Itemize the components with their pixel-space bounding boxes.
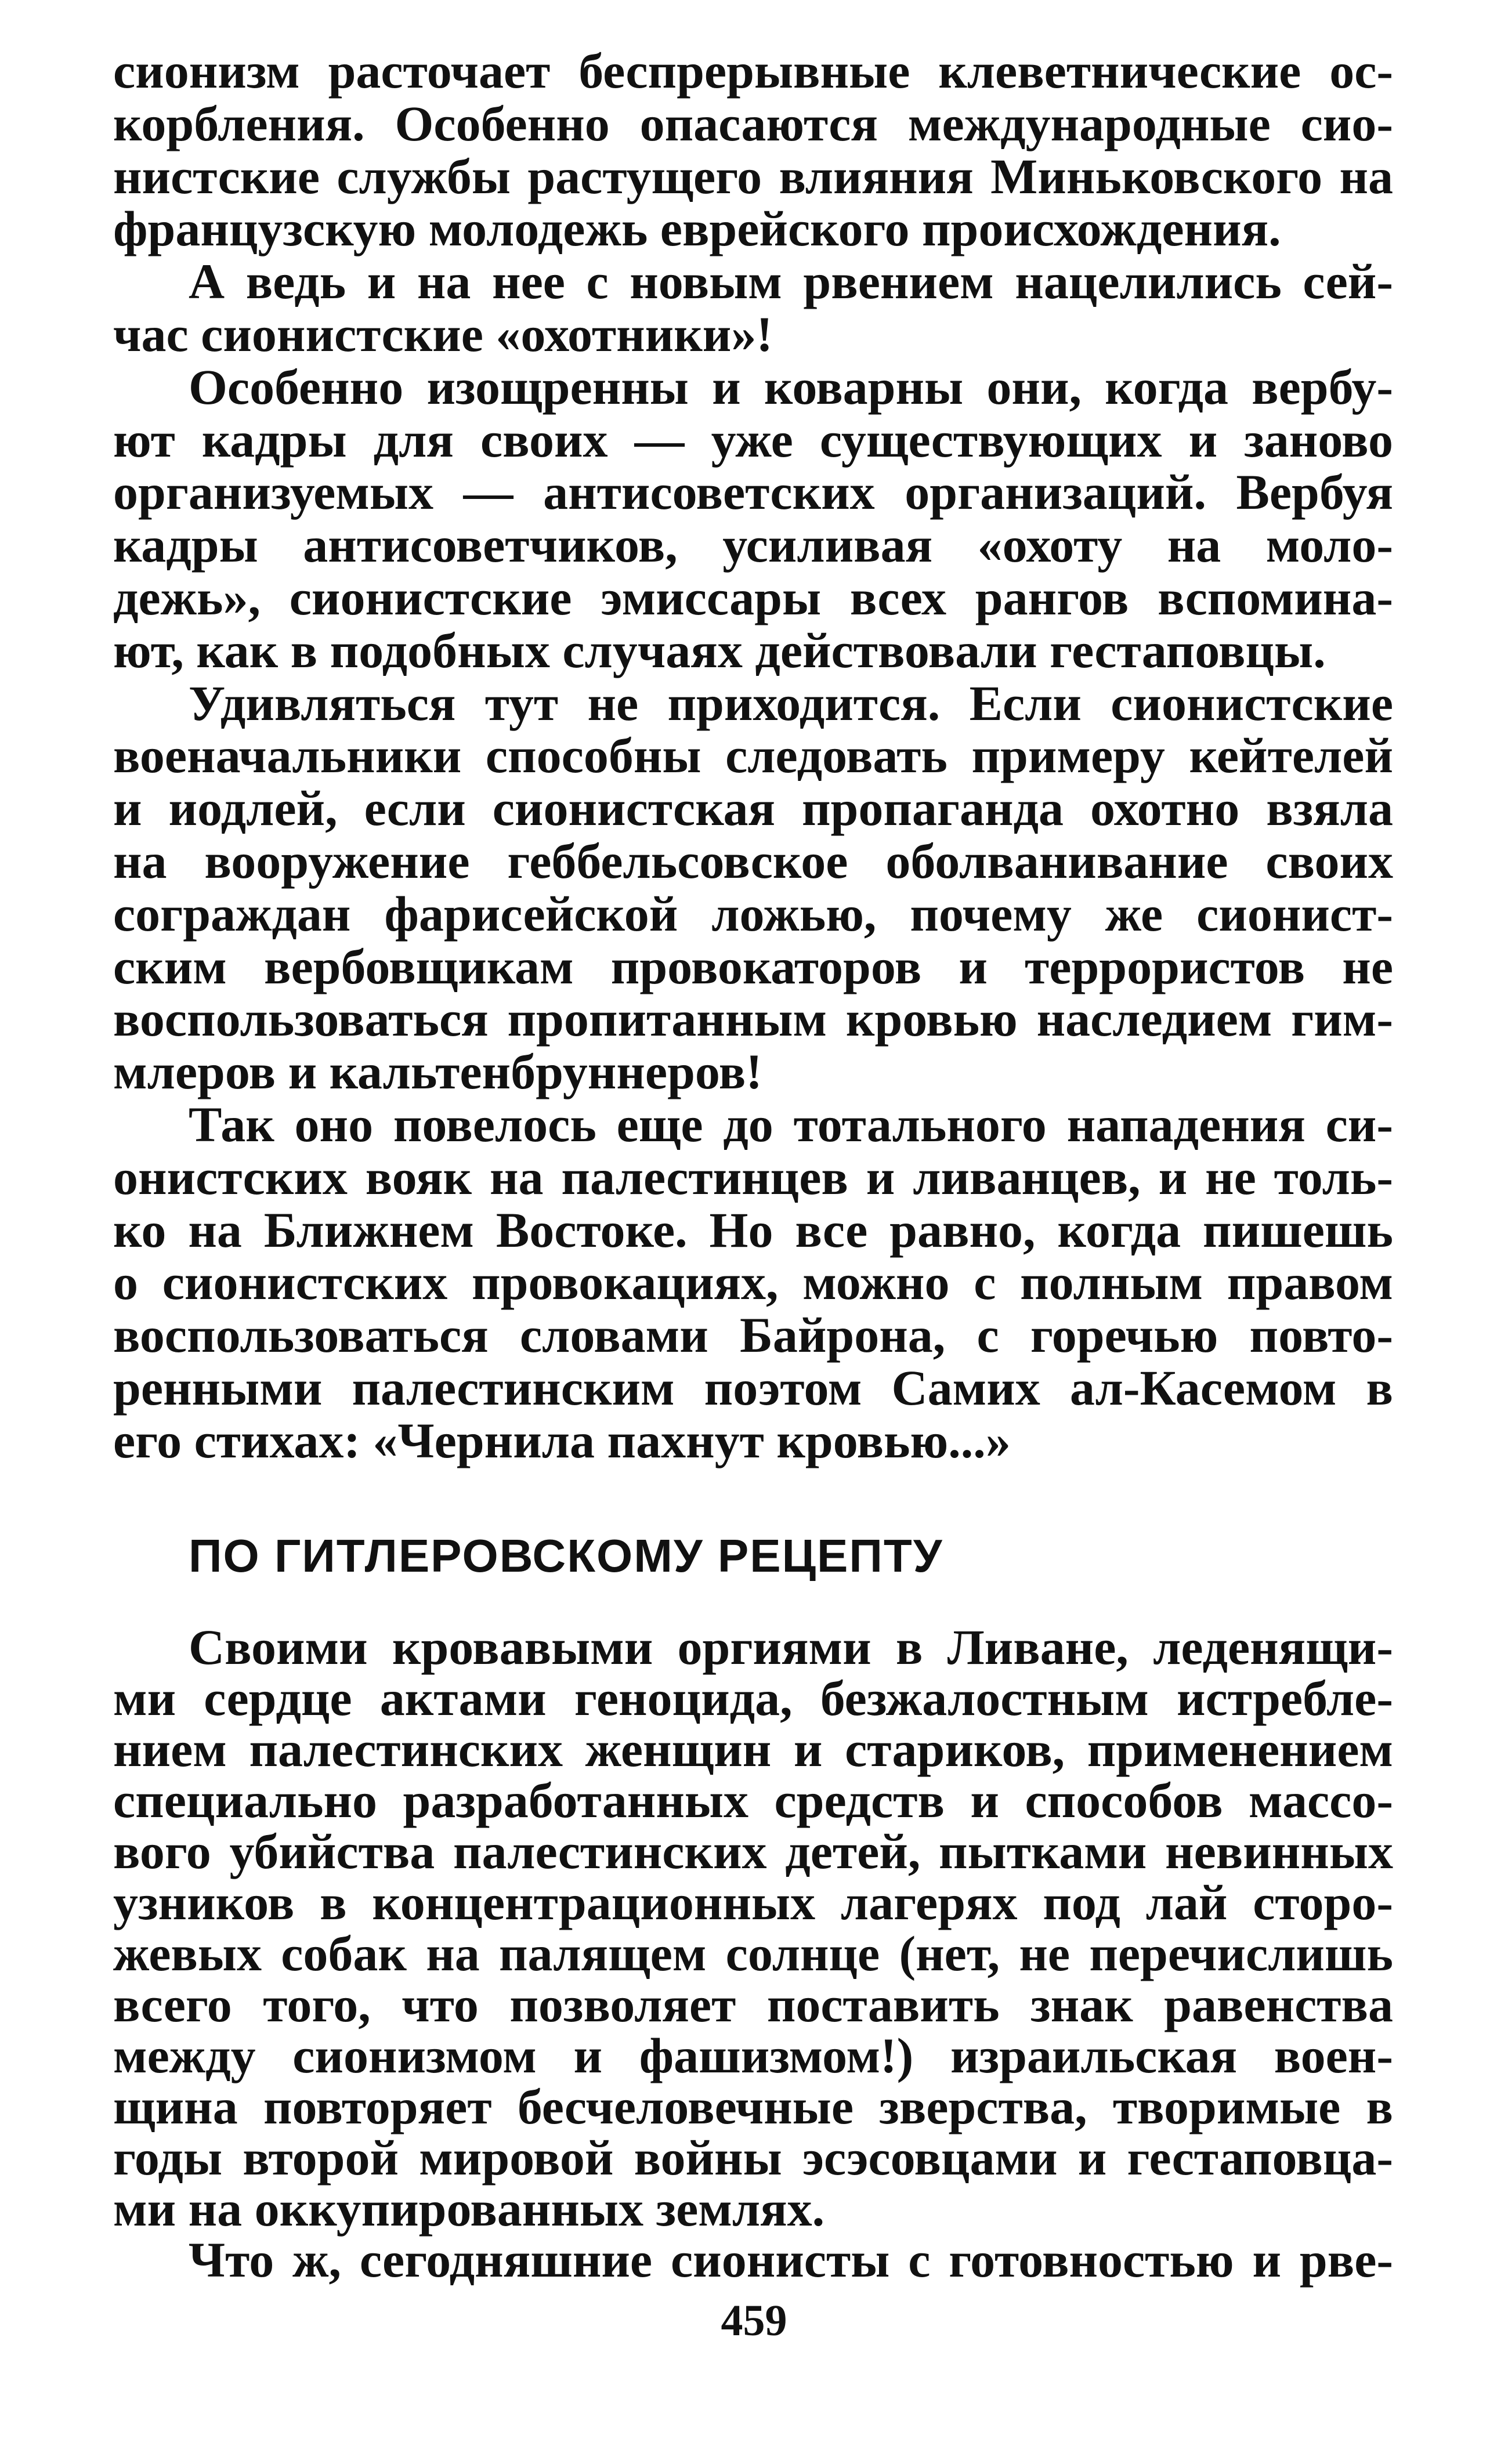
text-line: жевых собак на палящем солнце (нет, не перечислишь [113, 1926, 1393, 1981]
text-line: сограждан фарисейской ложью, почему же сионист- [113, 885, 1393, 942]
text-line: годы второй мировой войны эсэсовцами и гестаповца- [113, 2130, 1393, 2186]
text-line: специально разработанных средств и способов массо- [113, 1772, 1393, 1828]
text-line: А ведь и на нее с новым рвением нацелились сей- [189, 254, 1393, 310]
text-line: всего того, что позволяет поставить знак равенства [113, 1977, 1393, 2032]
text-line: французскую молодежь еврейского происхождения. [113, 201, 1281, 257]
text-line: Что ж, сегодняшние сионисты с готовностью и рве- [189, 2232, 1393, 2288]
text-line: узников в концентрационных лагерях под лай сторо- [113, 1875, 1393, 1930]
section-heading: ПО ГИТЛЕРОВСКОМУ РЕЦЕПТУ [189, 1530, 943, 1582]
text-line: Так оно повелось еще до тотального нападения си- [189, 1097, 1393, 1152]
text-line: Своими кровавыми оргиями в Ливане, леденящи- [189, 1619, 1393, 1675]
text-line: ренными палестинским поэтом Самих ал-Касемом в [113, 1360, 1393, 1416]
page-number: 459 [721, 2296, 787, 2345]
text-line: между сионизмом и фашизмом!) израильская воен- [113, 2028, 1393, 2083]
text-line: дежь», сионистские эмиссары всех рангов вспомина- [113, 570, 1393, 625]
text-line: воспользоваться пропитанным кровью наследием гим- [113, 991, 1393, 1047]
text-line: ми на оккупированных землях. [113, 2181, 825, 2237]
text-line: воспользоваться словами Байрона, с горечью повто- [113, 1307, 1393, 1363]
text-line: военачальники способны следовать примеру кейтелей [113, 728, 1393, 784]
text-line: ко на Ближнем Востоке. Но все равно, когда пишешь [113, 1202, 1393, 1258]
text-line: на вооружение геббельсовское оболванивание своих [113, 833, 1393, 889]
text-line: ми сердце актами геноцида, безжалостным истребле- [113, 1670, 1393, 1726]
text-line: нистские службы растущего влияния Миньковского на [113, 148, 1393, 204]
text-line: кадры антисоветчиков, усиливая «охоту на моло- [113, 517, 1393, 573]
text-line: его стихах: «Чернила пахнут кровью...» [113, 1412, 1011, 1468]
text-line: ским вербовщикам провокаторов и террористов не [113, 938, 1393, 994]
text-line: ют кадры для своих — уже существующих и заново [113, 411, 1393, 468]
text-line: и иодлей, если сионистская пропаганда охотно взяла [113, 780, 1393, 837]
text-line: щина повторяет бесчеловечные зверства, творимые в [113, 2079, 1393, 2134]
text-line: сионизм расточает беспрерывные клеветнические ос- [113, 43, 1393, 99]
text-line: млеров и кальтенбруннеров! [113, 1044, 762, 1100]
text-line: вого убийства палестинских детей, пытками невинных [113, 1823, 1393, 1879]
text-line: ют, как в подобных случаях действовали гестаповцы. [113, 622, 1326, 678]
text-line: Особенно изощренны и коварны они, когда вербу- [189, 359, 1393, 415]
text-line: онистских вояк на палестинцев и ливанцев, и не толь- [113, 1149, 1393, 1205]
text-line: час сионистские «охотники»! [113, 306, 773, 362]
text-line: о сионистских провокациях, можно с полным правом [113, 1254, 1393, 1311]
text-line: Удивляться тут не приходится. Если сионистские [189, 675, 1393, 731]
text-line: организуемых — антисоветских организаций. Вербуя [113, 464, 1393, 520]
text-line: корбления. Особенно опасаются международные сио- [113, 95, 1393, 151]
text-line: нием палестинских женщин и стариков, применением [113, 1721, 1393, 1777]
